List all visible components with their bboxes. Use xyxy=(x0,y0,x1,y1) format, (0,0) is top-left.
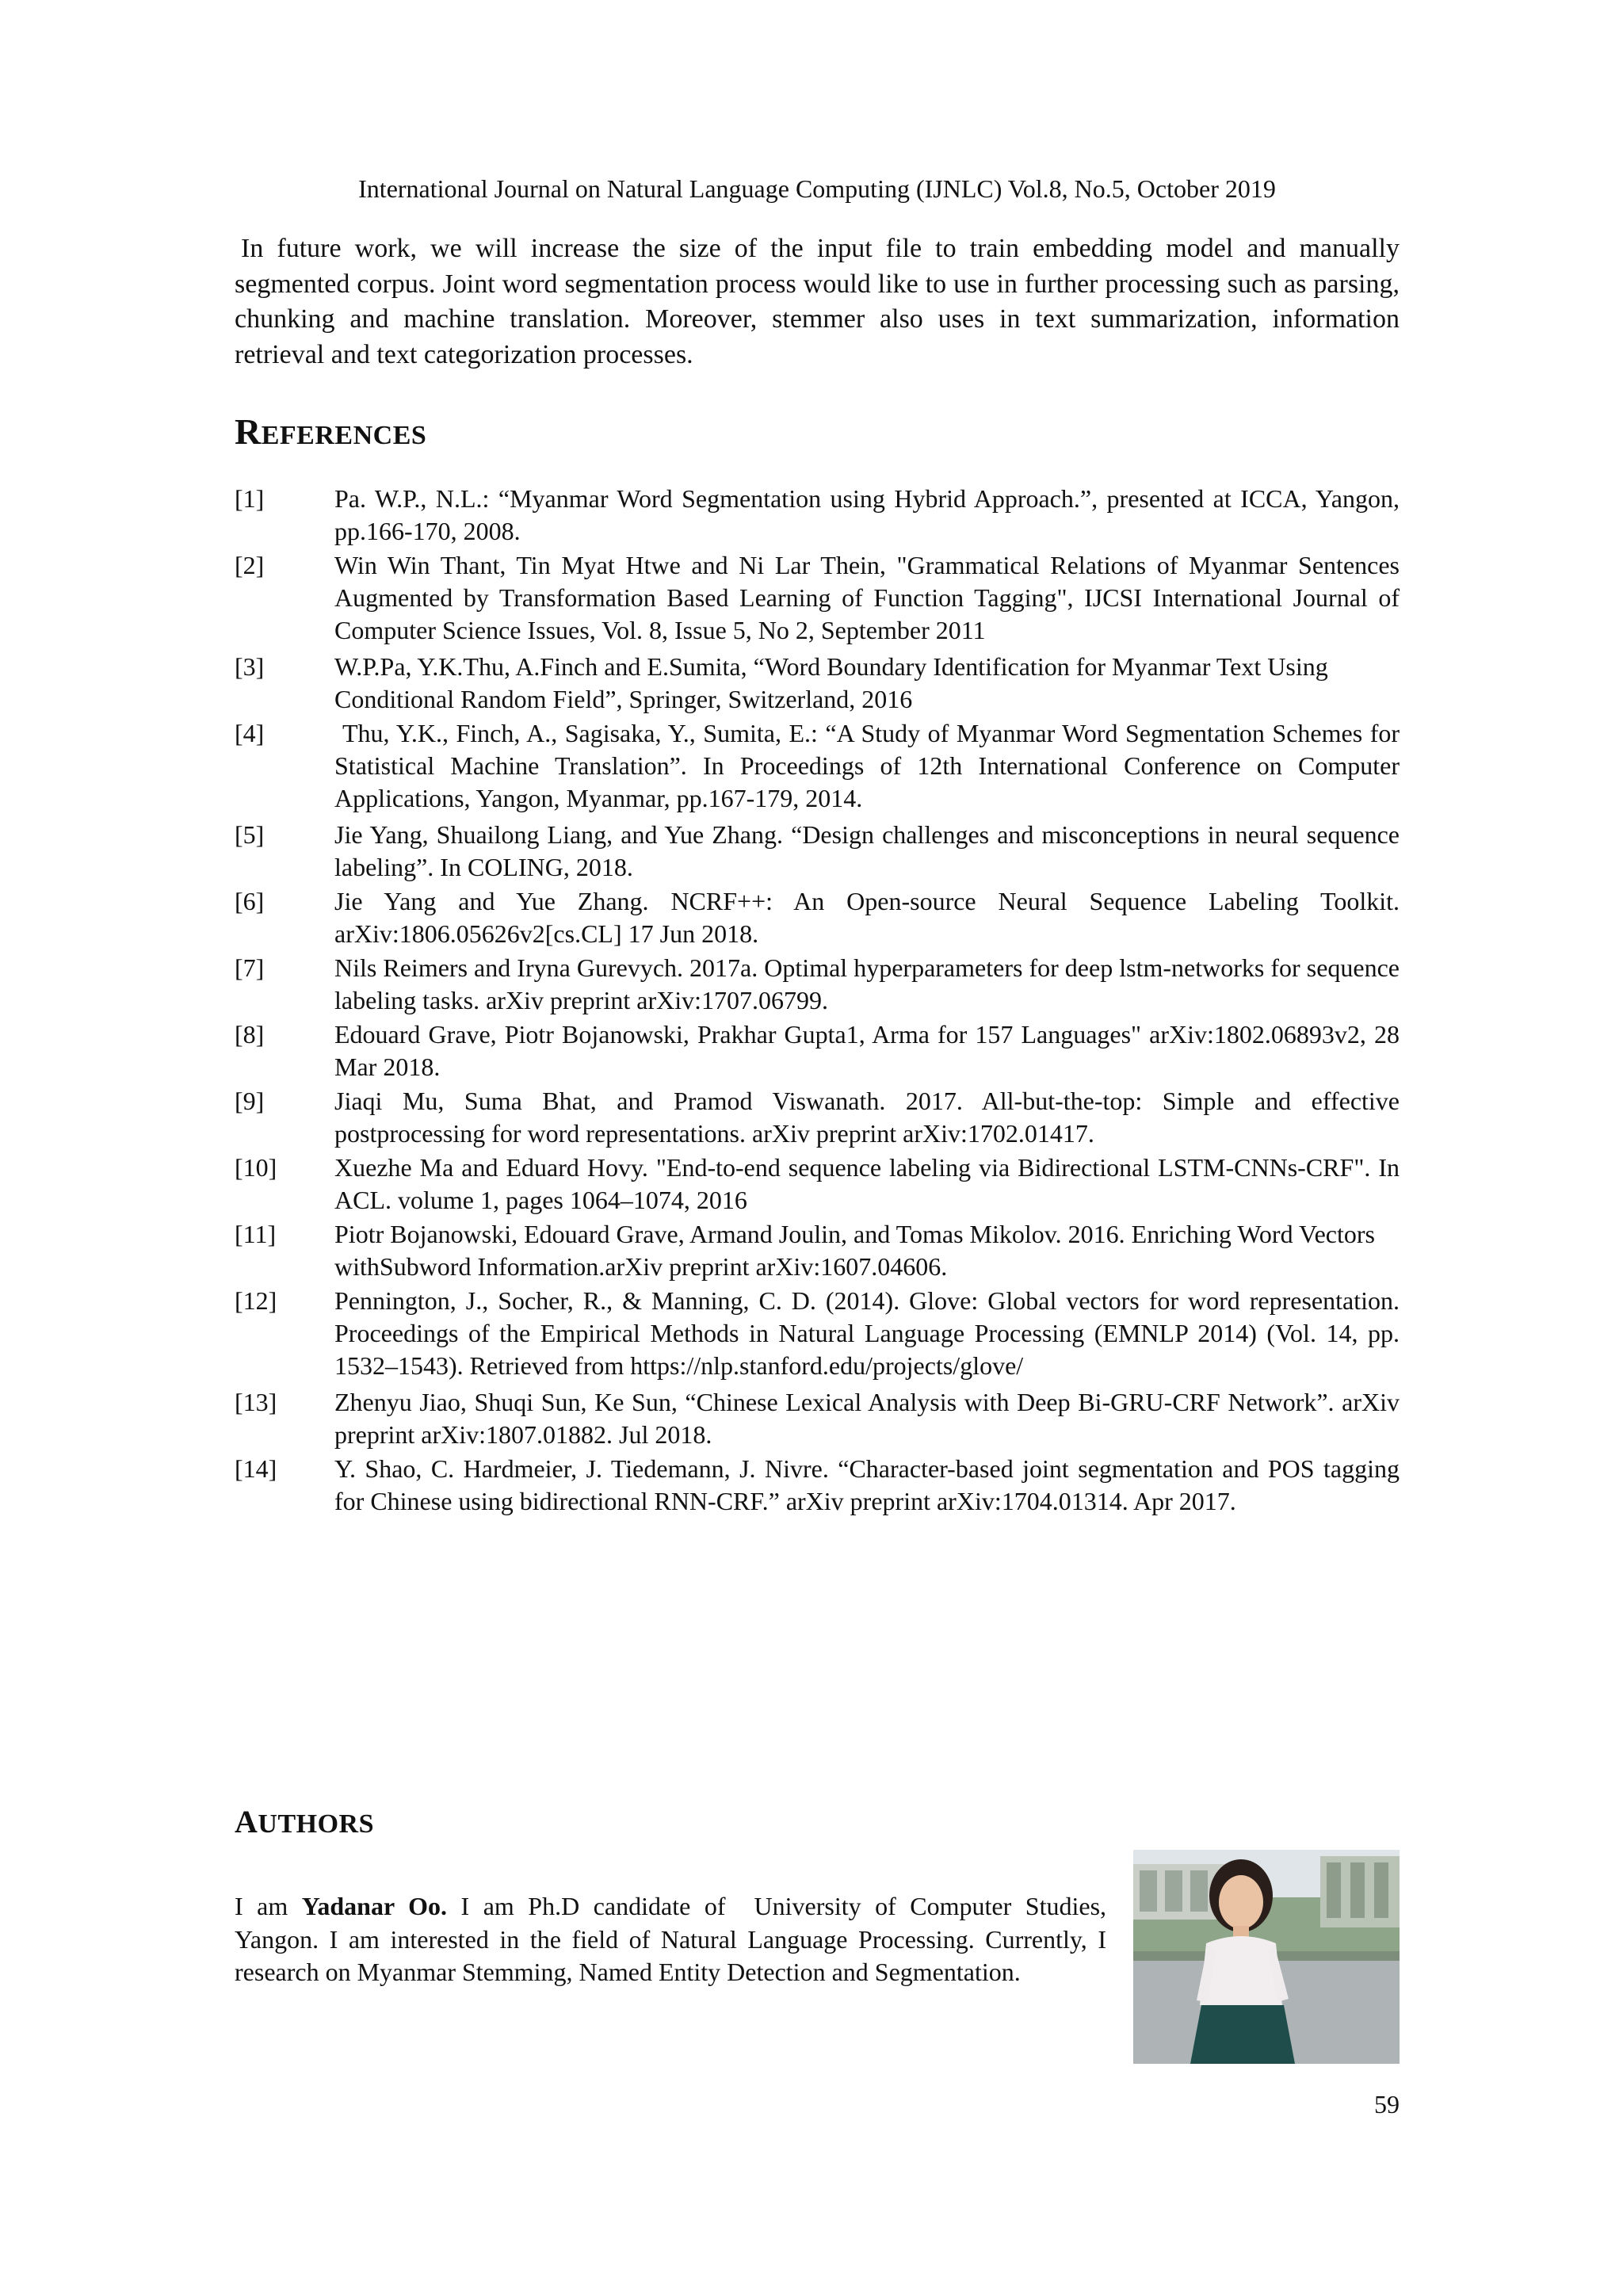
reference-number: [5] xyxy=(235,820,265,849)
reference-item xyxy=(235,483,1400,545)
reference-number: [9] xyxy=(235,1087,265,1115)
reference-text: Y. Shao, C. Hardmeier, J. Tiedemann, J. Nivre. “Character-based joint segmentation and POS tagging for Chinese using bidirectional RNN-CRF.” arXiv preprint arXiv:1704.01314. Apr 2017. xyxy=(334,1454,1400,1515)
reference-text: W.P.Pa, Y.K.Thu, A.Finch and E.Sumita, “Word Boundary Identification for Myanmar Text Using Conditional Random Field”, Springer, Switzerland, 2016 xyxy=(334,652,1328,713)
future-work-paragraph: In future work, we will increase the size of the input file to train embedding model and manually segmented corpus. Joint word segmentation process would like to use in further processing such as parsing, chunking and machine translation. Moreover, stemmer also uses in text summarization, information retrieval and text categorization processes. xyxy=(235,234,1400,369)
reference-text: Zhenyu Jiao, Shuqi Sun, Ke Sun, “Chinese Lexical Analysis with Deep Bi-GRU-CRF Network”. arXiv preprint arXiv:1807.01882. Jul 2018. xyxy=(334,1388,1400,1449)
author-bio-part1: I am Ph.D candidate of xyxy=(447,1892,726,1920)
reference-number: [10] xyxy=(235,1153,277,1182)
authors-heading xyxy=(235,1800,374,1847)
reference-number: [2] xyxy=(235,551,265,579)
reference-text: Edouard Grave, Piotr Bojanowski, Prakhar Gupta1, Arma for 157 Languages" arXiv:1802.06893v2, 28 Mar 2018. xyxy=(334,1020,1400,1081)
references-heading xyxy=(235,410,426,458)
reference-item xyxy=(235,1218,1400,1281)
author-bio-part2: University of Computer Studies, Yangon. I am interested in the field of Natural Language Processing. Currently, I research on Myanmar Stemming, Named Entity Detection and Segmentation. xyxy=(235,1892,1107,1986)
reference-text: Jie Yang, Shuailong Liang, and Yue Zhang. “Design challenges and misconceptions in neural sequence labeling”. In COLING, 2018. xyxy=(334,820,1400,881)
reference-item xyxy=(235,885,1400,948)
page-number: 59 xyxy=(1374,2090,1400,2118)
reference-text: Win Win Thant, Tin Myat Htwe and Ni Lar Thein, "Grammatical Relations of Myanmar Sentences Augmented by Transformation Based Learning of Function Tagging", IJCSI International Journal of Computer Science Issues, Vol. 8, Issue 5, No 2, September 2011 xyxy=(334,551,1400,644)
authors-heading-initial: A xyxy=(235,1804,258,1839)
reference-number: [3] xyxy=(235,652,265,681)
reference-item xyxy=(235,1152,1400,1214)
reference-text: Pennington, J., Socher, R., & Manning, C. D. (2014). Glove: Global vectors for word representation. Proceedings of the Empirical Methods in Natural Language Processing (EMNLP 2014) (Vol. 14, pp. 1532–1543). Retrieved from https://nlp.stanford.edu/projects/glove/ xyxy=(334,1286,1400,1380)
reference-number: [8] xyxy=(235,1020,265,1049)
reference-number: [1] xyxy=(235,484,265,513)
reference-number: [6] xyxy=(235,887,265,915)
reference-item xyxy=(235,549,1400,643)
reference-item xyxy=(235,1285,1400,1378)
references-heading-rest: EFERENCES xyxy=(261,421,427,450)
reference-number: [7] xyxy=(235,953,265,982)
reference-number: [12] xyxy=(235,1286,277,1315)
author-bio-prefix: I am xyxy=(235,1892,302,1920)
reference-item xyxy=(235,1018,1400,1081)
reference-text: Piotr Bojanowski, Edouard Grave, Armand Joulin, and Tomas Mikolov. 2016. Enriching Word Vectors withSubword Information.arXiv preprint arXiv:1607.04606. xyxy=(334,1220,1375,1281)
reference-number: [11] xyxy=(235,1220,277,1248)
reference-item xyxy=(235,1085,1400,1148)
reference-item xyxy=(235,651,1400,713)
author-name: Yadanar Oo. xyxy=(301,1892,447,1920)
reference-number: [13] xyxy=(235,1388,277,1416)
authors-heading-rest: UTHORS xyxy=(258,1809,374,1839)
reference-text: Pa. W.P., N.L.: “Myanmar Word Segmentation using Hybrid Approach.”, presented at ICCA, Yangon, pp.166-170, 2008. xyxy=(334,484,1400,545)
reference-text: Jiaqi Mu, Suma Bhat, and Pramod Viswanath. 2017. All-but-the-top: Simple and effective postprocessing for word representations. arXiv preprint arXiv:1702.01417. xyxy=(334,1087,1400,1148)
reference-item xyxy=(235,1386,1400,1449)
reference-text: Jie Yang and Yue Zhang. NCRF++: An Open-source Neural Sequence Labeling Toolkit. arXiv:1806.05626v2[cs.CL] 17 Jun 2018. xyxy=(334,887,1400,948)
reference-item xyxy=(235,819,1400,881)
reference-item xyxy=(235,717,1400,811)
reference-list xyxy=(235,483,1400,1546)
reference-item xyxy=(235,1453,1400,1546)
author-photo xyxy=(1133,1850,1400,2064)
author-bio xyxy=(235,1890,1106,1989)
reference-text: Xuezhe Ma and Eduard Hovy. "End-to-end sequence labeling via Bidirectional LSTM-CNNs-CRF". In ACL. volume 1, pages 1064–1074, 2016 xyxy=(334,1153,1400,1214)
reference-number: [4] xyxy=(235,719,265,747)
reference-text: Nils Reimers and Iryna Gurevych. 2017a. Optimal hyperparameters for deep lstm-networks for sequence labeling tasks. arXiv preprint arXiv:1707.06799. xyxy=(334,953,1400,1014)
references-heading-initial: R xyxy=(235,411,262,452)
reference-item xyxy=(235,952,1400,1014)
reference-number: [14] xyxy=(235,1454,277,1483)
reference-text: Thu, Y.K., Finch, A., Sagisaka, Y., Sumita, E.: “A Study of Myanmar Word Segmentation Schemes for Statistical Machine Translation”. In Proceedings of 12th International Conference on Computer Applications, Yangon, Myanmar, pp.167-179, 2014. xyxy=(334,719,1400,812)
running-header: International Journal on Natural Language Computing (IJNLC) Vol.8, No.5, October 2019 xyxy=(358,174,1276,203)
